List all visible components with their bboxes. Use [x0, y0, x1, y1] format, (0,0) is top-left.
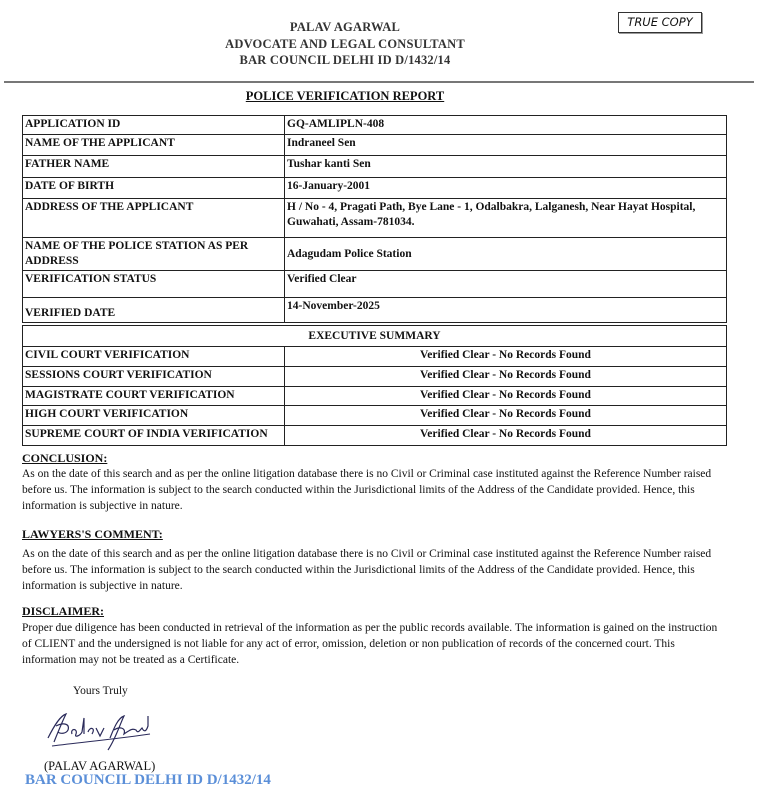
summary-label: SUPREME COURT OF INDIA VERIFICATION — [23, 426, 285, 446]
detail-label: APPLICATION ID — [23, 116, 285, 135]
detail-row — [23, 178, 727, 199]
detail-value: Indraneel Sen — [285, 135, 727, 156]
detail-label: VERIFIED DATE — [23, 298, 285, 323]
detail-row — [23, 156, 727, 178]
conclusion-heading: CONCLUSION: — [22, 451, 108, 465]
advocate-designation: ADVOCATE AND LEGAL CONSULTANT — [225, 37, 465, 51]
detail-value: Adagudam Police Station — [285, 238, 727, 271]
summary-label: CIVIL COURT VERIFICATION — [23, 347, 285, 367]
summary-row — [23, 387, 727, 406]
signature-image — [44, 708, 154, 756]
signatory-name: (PALAV AGARWAL) — [44, 759, 156, 773]
executive-summary-heading: EXECUTIVE SUMMARY — [23, 326, 727, 347]
summary-label: MAGISTRATE COURT VERIFICATION — [23, 387, 285, 406]
summary-value: Verified Clear - No Records Found — [285, 426, 727, 446]
summary-row — [23, 367, 727, 387]
conclusion-text: As on the date of this search and as per the online litigation database there is no Civil or Criminal case instituted against the Reference Number raised before us. The information is subject to the search conducted within the Jurisdictional limits of the Address of the Candidate provided. Hence, this information is subjective in nature. — [22, 468, 712, 512]
detail-label: ADDRESS OF THE APPLICANT — [23, 199, 285, 238]
executive-summary-table — [22, 325, 727, 446]
summary-value: Verified Clear - No Records Found — [285, 406, 727, 426]
summary-value: Verified Clear - No Records Found — [285, 367, 727, 387]
detail-label: VERIFICATION STATUS — [23, 271, 285, 298]
summary-value: Verified Clear - No Records Found — [285, 347, 727, 367]
header-bar-id: BAR COUNCIL DELHI ID D/1432/14 — [239, 53, 451, 67]
summary-row — [23, 406, 727, 426]
report-title: POLICE VERIFICATION REPORT — [245, 89, 445, 103]
detail-value: H / No - 4, Pragati Path, Bye Lane - 1, Odalbakra, Lalganesh, Near Hayat Hospital, Guwahati, Assam-781034. — [285, 199, 727, 238]
detail-value: 16-January-2001 — [285, 178, 727, 199]
summary-label: HIGH COURT VERIFICATION — [23, 406, 285, 426]
detail-row — [23, 298, 727, 323]
disclaimer-heading: DISCLAIMER: — [22, 604, 105, 618]
closing-text: Yours Truly — [73, 685, 128, 697]
detail-value: GQ-AMLIPLN-408 — [285, 116, 727, 135]
header-divider — [4, 81, 754, 83]
detail-label: NAME OF THE POLICE STATION AS PER ADDRESS — [23, 238, 285, 271]
detail-row — [23, 238, 727, 271]
advocate-name: PALAV AGARWAL — [289, 20, 401, 34]
detail-value: 14-November-2025 — [285, 298, 727, 323]
details-table — [22, 115, 727, 323]
disclaimer-text: Proper due diligence has been conducted in retrieval of the information as per the public records available. The information is gained on the instruction of CLIENT and the undersigned is not liable for any act of error, omission, deletion or non publication of records of the concerned court. This information may not be treated as a Certificate. — [22, 622, 718, 666]
summary-value: Verified Clear - No Records Found — [285, 387, 727, 406]
detail-label: NAME OF THE APPLICANT — [23, 135, 285, 156]
summary-label: SESSIONS COURT VERIFICATION — [23, 367, 285, 387]
detail-row — [23, 135, 727, 156]
detail-row — [23, 116, 727, 135]
detail-value: Tushar kanti Sen — [285, 156, 727, 178]
detail-label: DATE OF BIRTH — [23, 178, 285, 199]
lawyers-comment-heading: LAWYERS'S COMMENT: — [22, 527, 163, 541]
detail-value: Verified Clear — [285, 271, 727, 298]
detail-label: FATHER NAME — [23, 156, 285, 178]
detail-row — [23, 199, 727, 238]
lawyers-comment-text: As on the date of this search and as per the online litigation database there is no Civil or Criminal case instituted against the Reference Number raised before us. The information is subject to the search conducted within the Jurisdictional limits of the Address of the Candidate provided. Hence, this information is subjective in nature. — [22, 548, 712, 592]
true-copy-stamp: TRUE COPY — [618, 12, 702, 33]
footer-bar-id: BAR COUNCIL DELHI ID D/1432/14 — [25, 772, 271, 788]
summary-row — [23, 347, 727, 367]
summary-row — [23, 426, 727, 446]
detail-row — [23, 271, 727, 298]
